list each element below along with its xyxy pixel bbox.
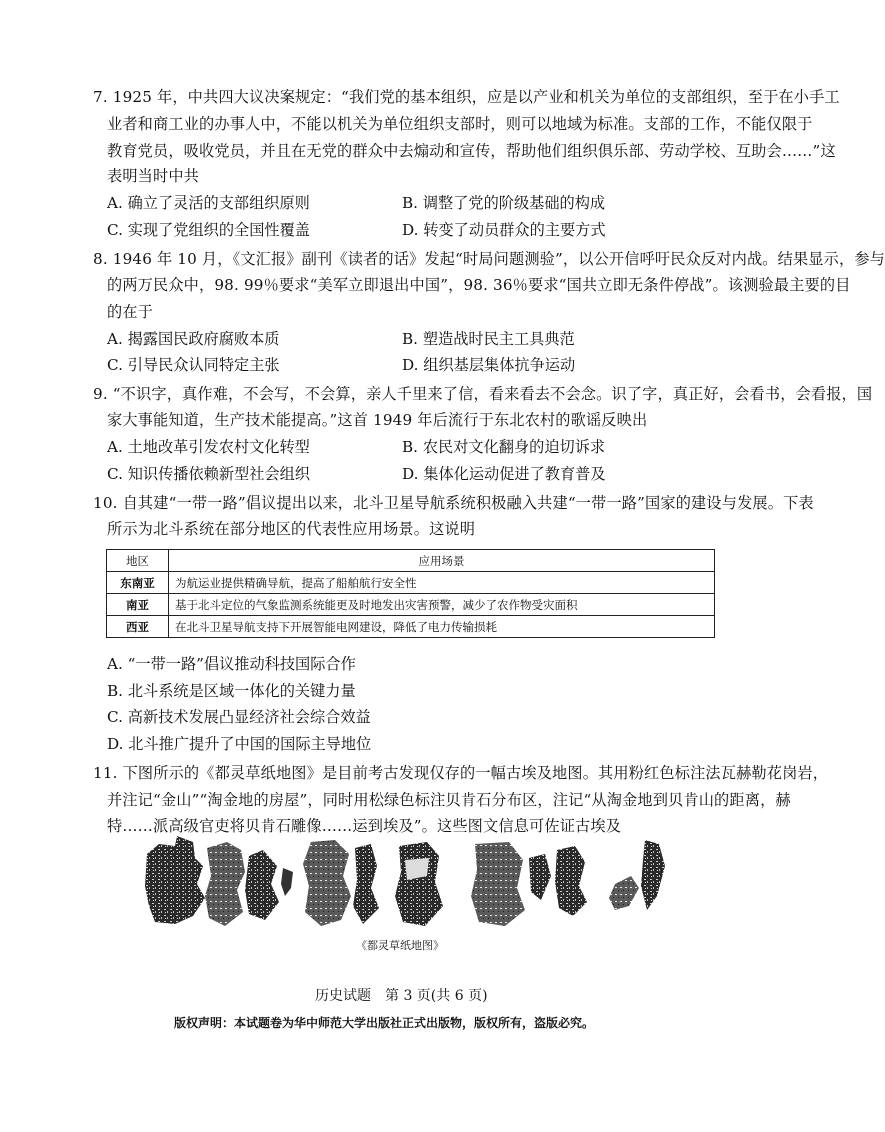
table-row (107, 594, 715, 616)
table-cell-region: 西亚 (107, 616, 169, 638)
question-7-line-4: 表明当时中共 (107, 167, 200, 185)
question-7-option-d: D. 转变了动员群众的主要方式 (402, 221, 606, 239)
table-header-region: 地区 (107, 550, 169, 572)
question-10-option-a: A. “一带一路”倡议推动科技国际合作 (107, 655, 356, 673)
question-10-option-d: D. 北斗推广提升了中国的国际主导地位 (107, 735, 372, 753)
question-7-option-a: A. 确立了灵活的支部组织原则 (107, 194, 310, 212)
table-cell-region: 东南亚 (107, 572, 169, 594)
question-7-line-3: 教育党员，吸收党员，并且在无党的群众中去煽动和宣传，帮助他们组织俱乐部、劳动学校、互助会……”这 (107, 142, 836, 160)
question-7-line-1: 7. 1925 年，中共四大议决案规定：“我们党的基本组织，应是以产业和机关为单位的支部组织，至于在小手工 (93, 88, 840, 106)
table-cell-scenario: 基于北斗定位的气象监测系统能更及时地发出灾害预警，减少了农作物受灾面积 (169, 594, 715, 616)
question-8-option-c: C. 引导民众认同特定主张 (107, 356, 280, 374)
question-9-option-b: B. 农民对文化翻身的迫切诉求 (402, 438, 606, 456)
question-11-line-2: 并注记“金山”“淘金地的房屋”，同时用松绿色标注贝肯石分布区，注记“从淘金地到贝肯山的距离，赫 (107, 791, 791, 809)
question-10-line-1: 10. 自其建“一带一路”倡议提出以来，北斗卫星导航系统积极融入共建“一带一路”国家的建设与发展。下表 (93, 494, 814, 512)
question-8-line-3: 的在于 (107, 303, 154, 321)
question-9-line-2: 家大事能知道，生产技术能提高。”这首 1949 年后流行于东北农村的歌谣反映出 (107, 411, 648, 429)
question-10-option-c: C. 高新技术发展凸显经济社会综合效益 (107, 708, 371, 726)
table-header-row (107, 550, 715, 572)
question-8-option-d: D. 组织基层集体抗争运动 (402, 356, 576, 374)
table-cell-scenario: 在北斗卫星导航支持下开展智能电网建设，降低了电力传输损耗 (169, 616, 715, 638)
question-8-option-b: B. 塑造战时民主工具典范 (402, 330, 575, 348)
question-9-option-a: A. 土地改革引发农村文化转型 (107, 438, 310, 456)
page-footer: 历史试题 第 3 页(共 6 页) (315, 988, 488, 1004)
question-8-line-1: 8. 1946 年 10 月，《文汇报》副刊《读者的话》发起“时局问题测验”，以公开信呼吁民众反对内战。结果显示，参与 (93, 250, 885, 268)
table-row (107, 572, 715, 594)
turin-papyrus-map-image (145, 836, 670, 928)
table-header-scenario: 应用场景 (169, 550, 715, 572)
beidou-application-table (106, 549, 715, 638)
question-11-line-3: 特……派高级官吏将贝肯石雕像……运到埃及”。这些图文信息可佐证古埃及 (107, 817, 622, 835)
question-9-line-1: 9. “不识字，真作难，不会写，不会算，亲人千里来了信，看来看去不会念。识了字，真正好，会看书，会看报，国 (93, 385, 873, 403)
question-7-option-c: C. 实现了党组织的全国性覆盖 (107, 221, 310, 239)
table-cell-scenario: 为航运业提供精确导航，提高了船舶航行安全性 (169, 572, 715, 594)
copyright-notice: 版权声明：本试题卷为华中师范大学出版社正式出版物，版权所有，盗版必究。 (174, 1016, 595, 1030)
question-7-option-b: B. 调整了党的阶级基础的构成 (402, 194, 606, 212)
question-8-option-a: A. 揭露国民政府腐败本质 (107, 330, 280, 348)
question-10-option-b: B. 北斗系统是区域一体化的关键力量 (107, 682, 356, 700)
question-7-line-2: 业者和商工业的办事人中，不能以机关为单位组织支部时，则可以地域为标准。支部的工作，不能仅限于 (107, 115, 813, 133)
map-caption: 《都灵草纸地图》 (356, 939, 444, 952)
table-cell-region: 南亚 (107, 594, 169, 616)
question-8-line-2: 的两万民众中，98. 99％要求“美军立即退出中国”，98. 36％要求“国共立即无条件停战”。该测验最主要的目 (107, 276, 851, 294)
question-9-option-c: C. 知识传播依赖新型社会组织 (107, 465, 310, 483)
question-11-line-1: 11. 下图所示的《都灵草纸地图》是目前考古发现仅存的一幅古埃及地图。其用粉红色标注法瓦赫勒花岗岩， (93, 764, 829, 782)
question-10-line-2: 所示为北斗系统在部分地区的代表性应用场景。这说明 (107, 520, 476, 538)
table-row (107, 616, 715, 638)
question-9-option-d: D. 集体化运动促进了教育普及 (402, 465, 606, 483)
